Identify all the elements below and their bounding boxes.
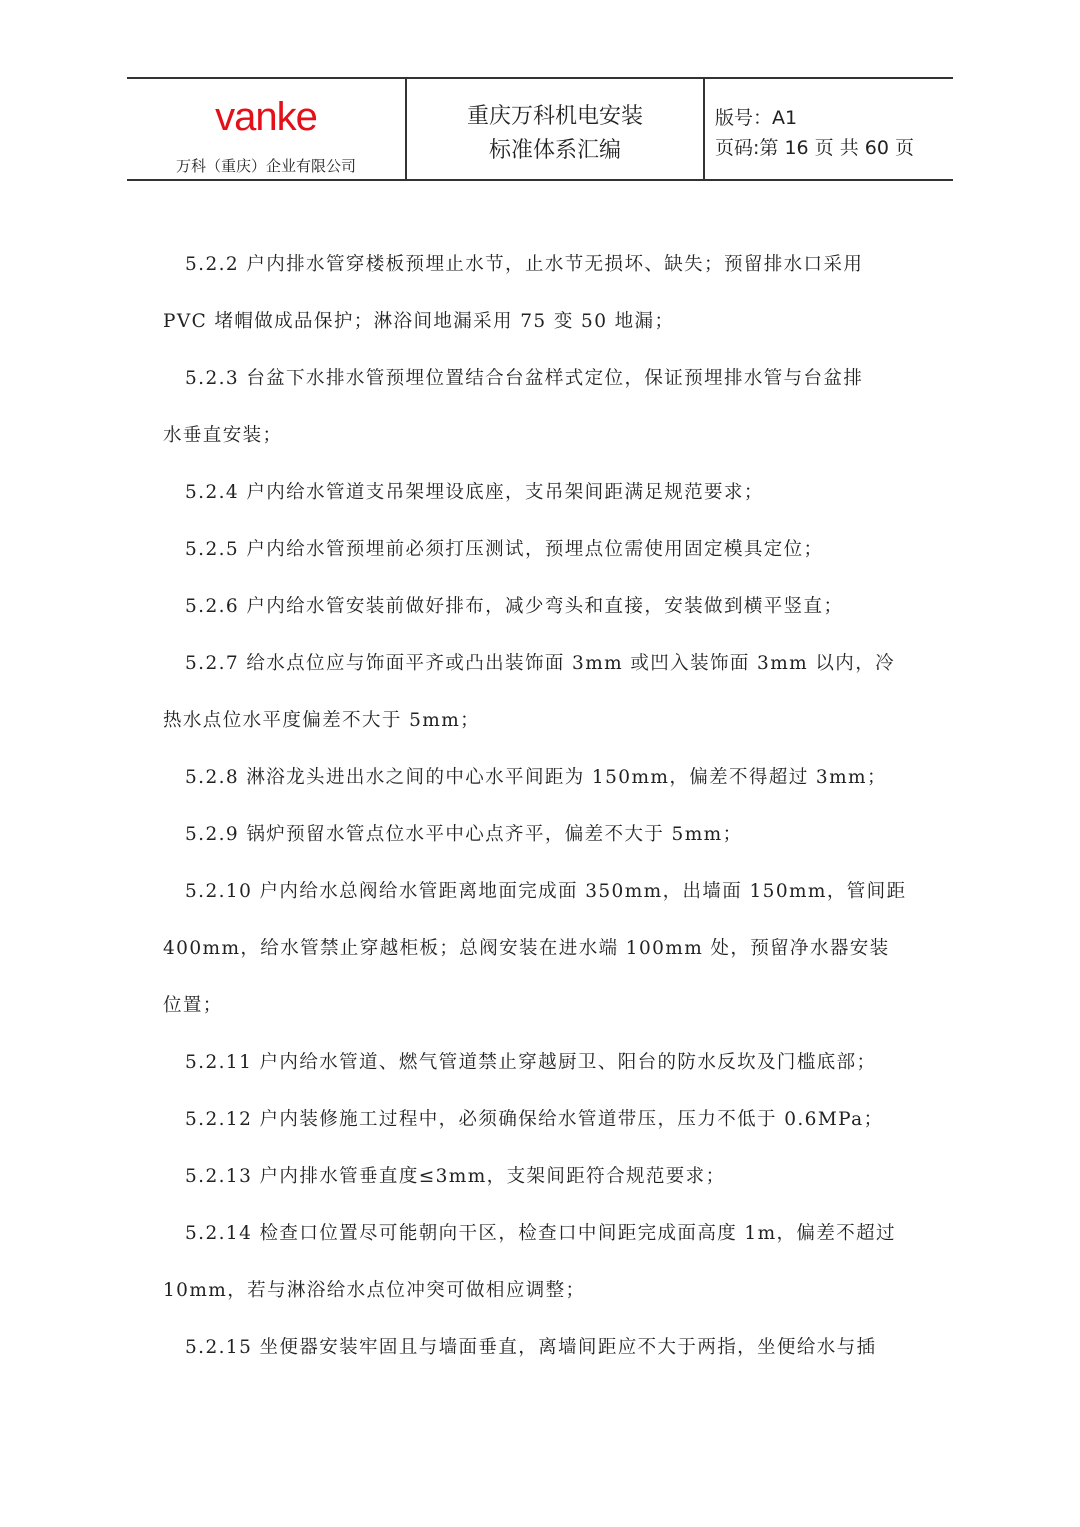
paragraph-line: 5.2.2 户内排水管穿楼板预埋止水节，止水节无损坏、缺失；预留排水口采用 <box>185 254 864 275</box>
version-number: 版号：A1 <box>715 107 798 129</box>
paragraph-line: 5.2.4 户内给水管道支吊架埋设底座，支吊架间距满足规范要求； <box>185 482 764 503</box>
document-title-line-1: 重庆万科机电安装 <box>466 104 643 129</box>
page-number: 页码:第 16 页 共 60 页 <box>715 137 914 159</box>
paragraph-line: 5.2.3 台盆下水排水管预埋位置结合台盆样式定位，保证预埋排水管与台盆排 <box>185 368 864 389</box>
clause-paragraph <box>163 350 923 464</box>
clause-paragraph <box>163 1319 923 1376</box>
paragraph-line: 热水点位水平度偏差不大于 5mm； <box>163 710 481 731</box>
clause-paragraph <box>163 806 923 863</box>
paragraph-line: 5.2.15 坐便器安装牢固且与墙面垂直，离墙间距应不大于两指，坐便给水与插 <box>185 1337 877 1358</box>
meta-cell <box>705 79 953 179</box>
clause-paragraph <box>163 236 923 350</box>
clause-paragraph <box>163 521 923 578</box>
paragraph-line: 5.2.10 户内给水总阀给水管距离地面完成面 350mm，出墙面 150mm，管间距 <box>185 881 907 902</box>
paragraph-line: 5.2.8 淋浴龙头进出水之间的中心水平间距为 150mm，偏差不得超过 3mm； <box>185 767 887 788</box>
paragraph-line: 5.2.13 户内排水管垂直度≤3mm，支架间距符合规范要求； <box>185 1166 726 1187</box>
clause-paragraph <box>163 1148 923 1205</box>
paragraph-line: 水垂直安装； <box>163 425 283 446</box>
logo-cell <box>127 79 405 179</box>
clause-paragraph <box>163 749 923 806</box>
paragraph-line: PVC 堵帽做成品保护；淋浴间地漏采用 75 变 50 地漏； <box>163 311 675 332</box>
paragraph-line: 5.2.7 给水点位应与饰面平齐或凸出装饰面 3mm 或凹入装饰面 3mm 以内，冷 <box>185 653 895 674</box>
title-cell <box>407 79 703 179</box>
clause-paragraph <box>163 464 923 521</box>
document-body <box>163 236 923 1376</box>
paragraph-line: 5.2.12 户内装修施工过程中，必须确保给水管道带压，压力不低于 0.6MPa； <box>185 1109 884 1130</box>
paragraph-line: 5.2.9 锅炉预留水管点位水平中心点齐平，偏差不大于 5mm； <box>185 824 743 845</box>
clause-paragraph <box>163 578 923 635</box>
paragraph-line: 5.2.6 户内给水管安装前做好排布，减少弯头和直接，安装做到横平竖直； <box>185 596 844 617</box>
clause-paragraph <box>163 635 923 749</box>
paragraph-line: 5.2.14 检查口位置尽可能朝向干区，检查口中间距完成面高度 1m，偏差不超过 <box>185 1223 896 1244</box>
vanke-logo: vanke <box>215 95 317 139</box>
clause-paragraph <box>163 1205 923 1319</box>
company-name: 万科（重庆）企业有限公司 <box>175 157 356 175</box>
paragraph-line: 5.2.11 户内给水管道、燃气管道禁止穿越厨卫、阳台的防水反坎及门槛底部； <box>185 1052 877 1073</box>
document-title-line-2: 标准体系汇编 <box>488 138 621 163</box>
paragraph-line: 400mm，给水管禁止穿越柜板；总阀安装在进水端 100mm 处，预留净水器安装 <box>163 938 890 959</box>
clause-paragraph <box>163 1091 923 1148</box>
paragraph-line: 10mm，若与淋浴给水点位冲突可做相应调整； <box>163 1280 586 1301</box>
clause-paragraph <box>163 863 923 1034</box>
clause-paragraph <box>163 1034 923 1091</box>
document-header <box>127 77 953 181</box>
paragraph-line: 5.2.5 户内给水管预埋前必须打压测试，预埋点位需使用固定模具定位； <box>185 539 824 560</box>
paragraph-line: 位置； <box>163 995 223 1016</box>
